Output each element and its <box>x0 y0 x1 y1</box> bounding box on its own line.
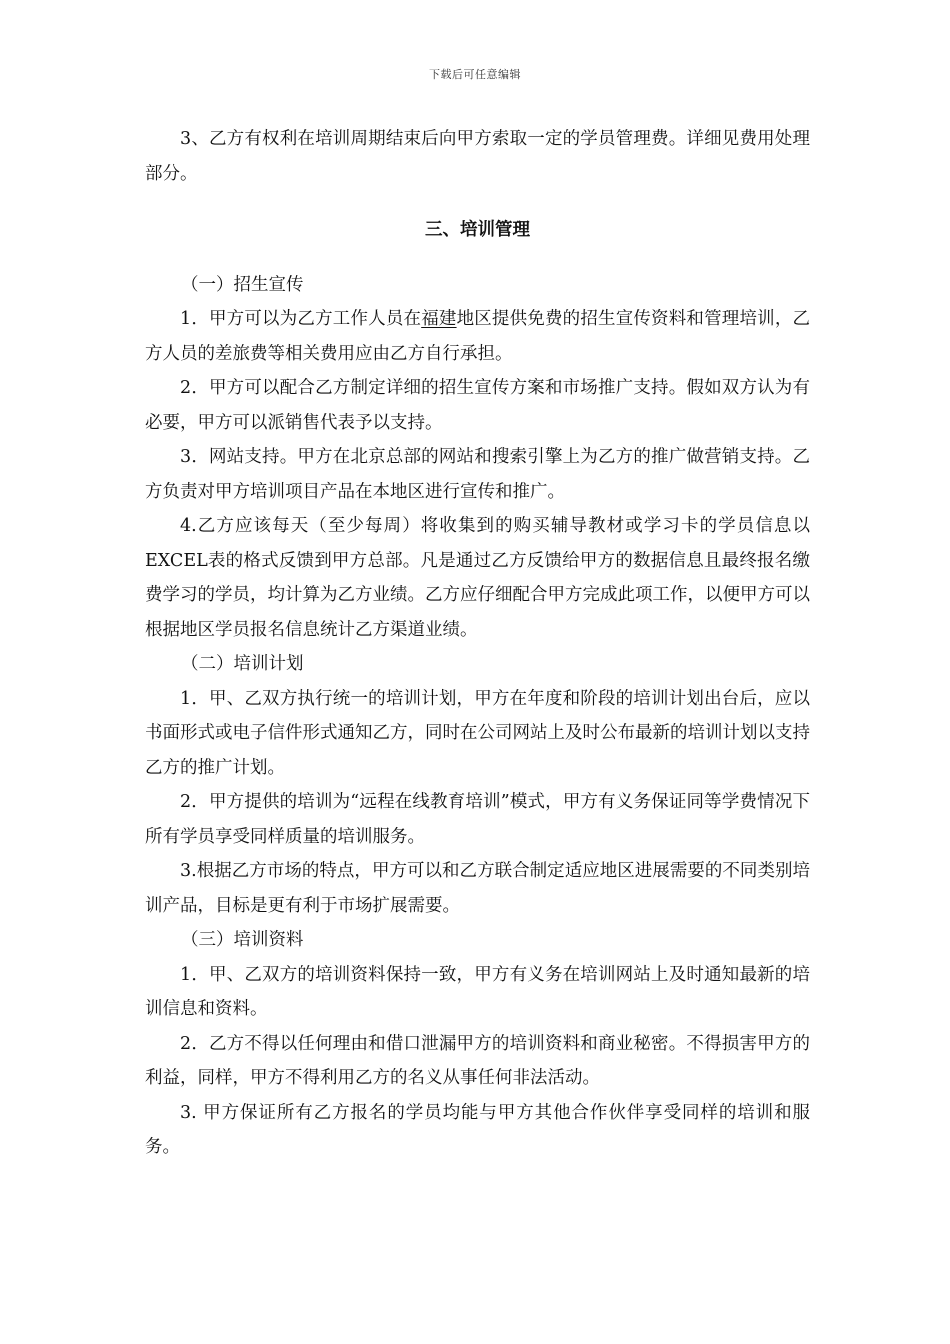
region-underlined-text: 福建 <box>421 309 457 329</box>
document-body <box>145 122 810 1165</box>
recruitment-paragraph-1 <box>145 302 810 371</box>
subsection-heading-recruitment: （一）招生宣传 <box>181 274 304 295</box>
recruitment-paragraph-4: 4.乙方应该每天（至少每周）将收集到的购买辅导教材或学习卡的学员信息以EXCEL表的格式反馈到甲方总部。凡是通过乙方反馈给甲方的数据信息且最终报名缴费学习的学员，均计算为乙方业绩。乙方应仔细配合甲方完成此项工作，以便甲方可以根据地区学员报名信息统计乙方渠道业绩。 <box>145 516 810 640</box>
page-header: 下载后可任意编辑 <box>429 68 521 81</box>
recruitment-p1-text-start: 1．甲方可以为乙方工作人员在 <box>180 309 422 329</box>
plan-paragraph-2: 2．甲方提供的培训为“远程在线教育培训”模式，甲方有义务保证同等学费情况下所有学员享受同样质量的培训服务。 <box>145 792 810 847</box>
spacer <box>145 248 810 268</box>
section-title: 三、培训管理 <box>425 220 530 240</box>
recruitment-paragraph-2: 2．甲方可以配合乙方制定详细的招生宣传方案和市场推广支持。假如双方认为有必要，甲方可以派销售代表予以支持。 <box>145 378 810 433</box>
recruitment-paragraph-3: 3．网站支持。甲方在北京总部的网站和搜索引擎上为乙方的推广做营销支持。乙方负责对甲方培训项目产品在本地区进行宣传和推广。 <box>145 447 810 502</box>
subsection-heading-materials: （三）培训资料 <box>181 930 304 950</box>
spacer <box>145 191 810 213</box>
materials-paragraph-1: 1．甲、乙双方的培训资料保持一致，甲方有义务在培训网站上及时通知最新的培训信息和资料。 <box>145 964 810 1019</box>
plan-paragraph-3: 3.根据乙方市场的特点，甲方可以和乙方联合制定适应地区进展需要的不同类别培训产品，目标是更有利于市场扩展需要。 <box>145 861 810 916</box>
plan-paragraph-1: 1．甲、乙双方执行统一的培训计划，甲方在年度和阶段的培训计划出台后，应以书面形式或电子信件形式通知乙方，同时在公司网站上及时公布最新的培训计划以支持乙方的推广计划。 <box>145 688 810 778</box>
subsection-heading-plan: （二）培训计划 <box>181 654 304 674</box>
recruitment-p1-text-end: 地区提供免费的招生宣传资料和管理培训，乙方人员的差旅费等相关费用应由乙方自行承担。 <box>145 309 811 364</box>
materials-paragraph-3: 3. 甲方保证所有乙方报名的学员均能与甲方其他合作伙伴享受同样的培训和服务。 <box>145 1102 810 1157</box>
materials-paragraph-2: 2．乙方不得以任何理由和借口泄漏甲方的培训资料和商业秘密。不得损害甲方的利益，同样，甲方不得利用乙方的名义从事任何非法活动。 <box>145 1033 810 1088</box>
intro-paragraph-3: 3、乙方有权利在培训周期结束后向甲方索取一定的学员管理费。详细见费用处理部分。 <box>145 129 810 184</box>
